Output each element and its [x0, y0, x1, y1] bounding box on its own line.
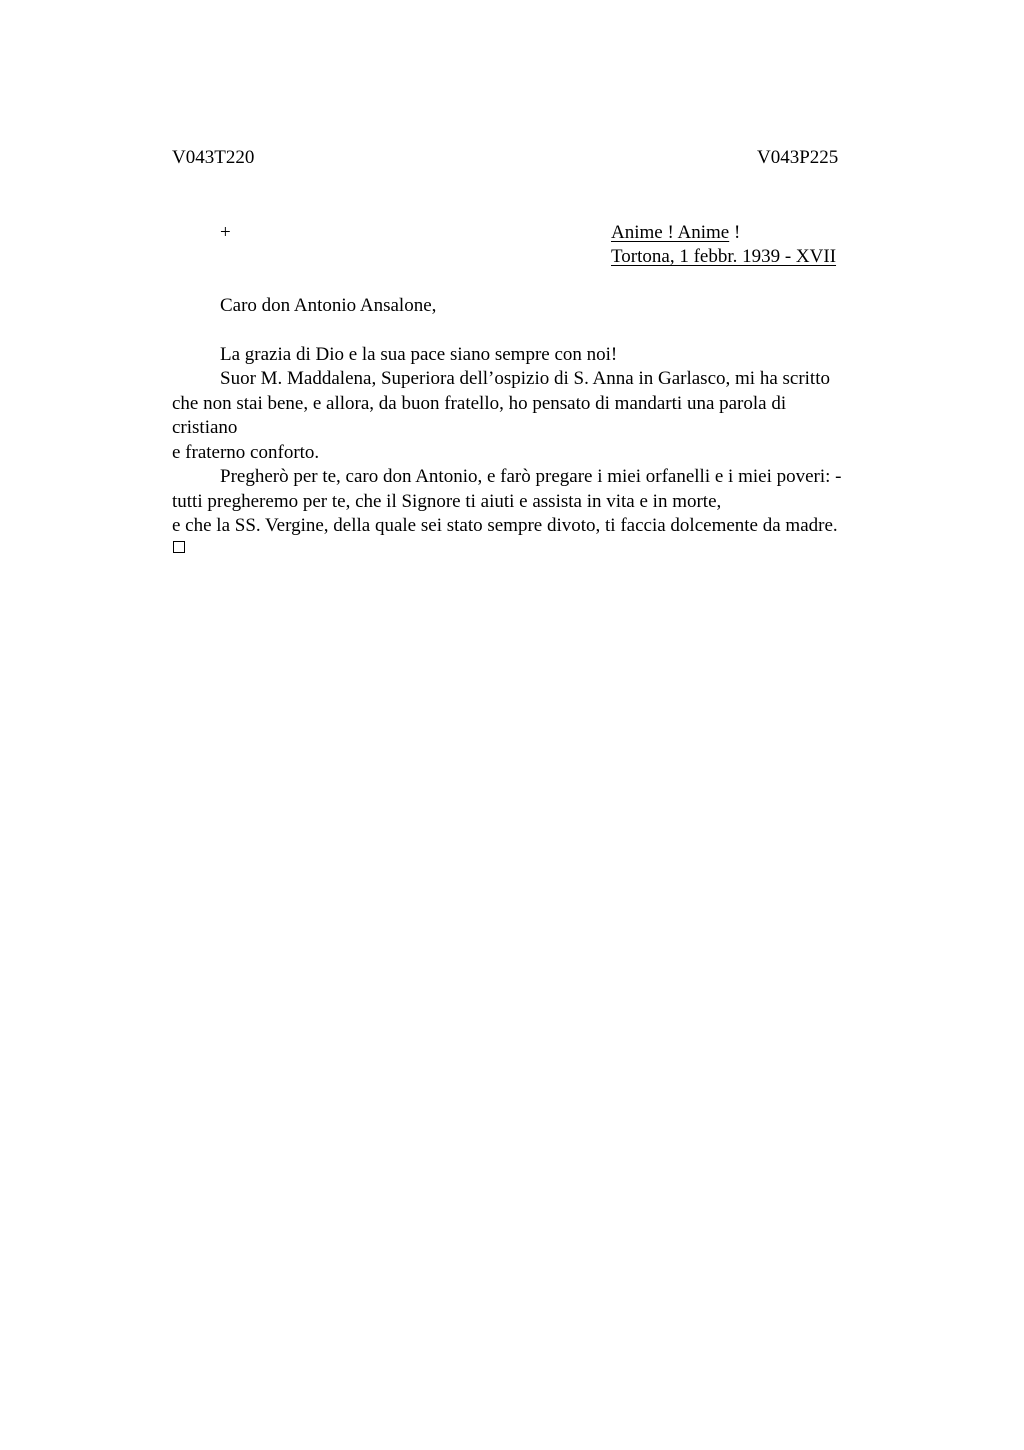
body-line: La grazia di Dio e la sua pace siano sempre con noi!: [220, 344, 618, 365]
motto: [611, 221, 740, 245]
motto-underlined: Anime ! Anime: [611, 222, 730, 243]
end-box-icon: [173, 541, 185, 553]
body-line: e che la SS. Vergine, della quale sei stato sempre divoto, ti faccia dolcemente da madre.: [172, 515, 838, 536]
body-line: tutti pregheremo per te, che il Signore ti aiuti e assista in vita e in morte,: [172, 491, 722, 512]
body-line: Suor M. Maddalena, Superiora dell’ospizio di S. Anna in Garlasco, mi ha scritto: [220, 368, 830, 389]
body-line: Pregherò per te, caro don Antonio, e farò pregare i miei orfanelli e i miei poveri: -: [220, 466, 842, 487]
document-code-right: V043P225: [757, 147, 839, 168]
document-code-left: V043T220: [172, 147, 255, 168]
body-line: cristiano: [172, 417, 238, 438]
body-line: e fraterno conforto.: [172, 442, 320, 463]
place-date: Tortona, 1 febbr. 1939 - XVII: [611, 246, 837, 267]
salutation: Caro don Antonio Ansalone,: [220, 295, 437, 316]
motto-tail: !: [729, 222, 741, 243]
cross-symbol: +: [220, 222, 231, 243]
body-line: che non stai bene, e allora, da buon fratello, ho pensato di mandarti una parola di: [172, 393, 787, 414]
